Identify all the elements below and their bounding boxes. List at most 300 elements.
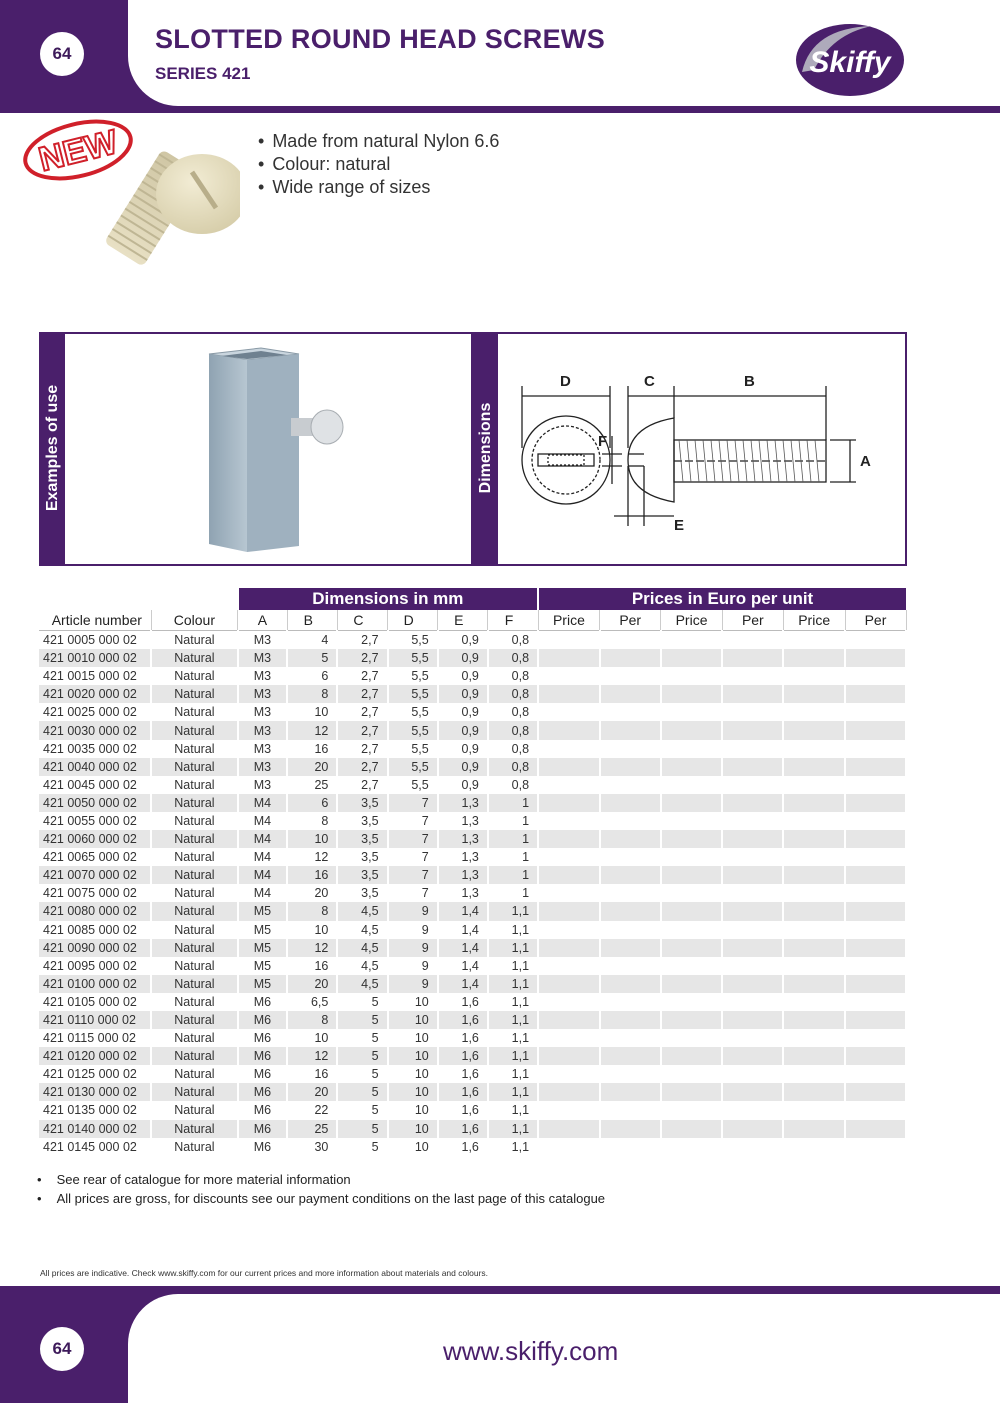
price-cell <box>661 721 723 739</box>
examples-panel <box>39 332 473 566</box>
dimension-cell: 20 <box>287 758 337 776</box>
dimension-cell: 9 <box>388 921 438 939</box>
price-cell <box>783 975 845 993</box>
price-cell <box>845 758 906 776</box>
dimension-cell: 1 <box>488 848 538 866</box>
price-cell <box>661 1101 723 1119</box>
article-number-cell: 421 0060 000 02 <box>39 830 151 848</box>
colour-cell: Natural <box>151 902 237 920</box>
dimension-cell: 3,5 <box>337 830 387 848</box>
dimension-cell: M3 <box>238 776 288 794</box>
dimension-cell: 0,9 <box>438 776 488 794</box>
notes-list <box>37 1170 605 1208</box>
dimension-cell: 0,9 <box>438 703 488 721</box>
price-cell <box>538 866 600 884</box>
colour-cell: Natural <box>151 921 237 939</box>
article-number-cell: 421 0040 000 02 <box>39 758 151 776</box>
price-cell <box>783 1047 845 1065</box>
price-cell <box>538 649 600 667</box>
dimension-cell: M6 <box>238 1138 288 1156</box>
dimension-cell: 5 <box>337 1011 387 1029</box>
article-number-cell: 421 0130 000 02 <box>39 1083 151 1101</box>
dimension-cell: 1,1 <box>488 939 538 957</box>
price-cell <box>661 921 723 939</box>
dimension-cell: 5 <box>287 649 337 667</box>
dimension-cell: 1,3 <box>438 866 488 884</box>
dimension-cell: 2,7 <box>337 703 387 721</box>
price-cell <box>783 993 845 1011</box>
price-cell <box>600 866 661 884</box>
price-cell <box>845 1120 906 1138</box>
price-cell <box>783 794 845 812</box>
dimension-cell: M5 <box>238 957 288 975</box>
dimension-cell: 4,5 <box>337 939 387 957</box>
price-cell <box>661 884 723 902</box>
price-cell <box>600 631 661 650</box>
dimension-cell: M6 <box>238 1083 288 1101</box>
dimension-cell: 1,1 <box>488 1011 538 1029</box>
dim-label-f: F <box>598 433 608 450</box>
colour-cell: Natural <box>151 830 237 848</box>
dimension-cell: M5 <box>238 939 288 957</box>
price-cell <box>845 957 906 975</box>
table-row <box>39 812 906 830</box>
dimension-cell: M5 <box>238 902 288 920</box>
article-number-cell: 421 0110 000 02 <box>39 1011 151 1029</box>
dimension-cell: M6 <box>238 1101 288 1119</box>
dimension-cell: 1 <box>488 830 538 848</box>
dimension-cell: 9 <box>388 957 438 975</box>
price-cell <box>661 812 723 830</box>
dimension-cell: 0,8 <box>488 667 538 685</box>
price-cell <box>845 703 906 721</box>
table-row <box>39 921 906 939</box>
dimension-cell: M6 <box>238 993 288 1011</box>
article-number-cell: 421 0105 000 02 <box>39 993 151 1011</box>
dimension-cell: 1,6 <box>438 1029 488 1047</box>
price-cell <box>661 1065 723 1083</box>
price-cell <box>661 993 723 1011</box>
table-row <box>39 1029 906 1047</box>
article-number-cell: 421 0065 000 02 <box>39 848 151 866</box>
price-cell <box>661 939 723 957</box>
table-row <box>39 685 906 703</box>
article-number-cell: 421 0095 000 02 <box>39 957 151 975</box>
table-row <box>39 866 906 884</box>
price-cell <box>783 649 845 667</box>
colour-cell: Natural <box>151 685 237 703</box>
dimension-cell: M6 <box>238 1011 288 1029</box>
price-cell <box>845 685 906 703</box>
dimension-cell: 5 <box>337 1047 387 1065</box>
article-number-cell: 421 0055 000 02 <box>39 812 151 830</box>
article-number-cell: 421 0030 000 02 <box>39 721 151 739</box>
price-cell <box>600 740 661 758</box>
article-number-cell: 421 0025 000 02 <box>39 703 151 721</box>
dimension-cell: 10 <box>388 1065 438 1083</box>
dim-label-b: B <box>744 373 755 390</box>
table-row <box>39 1065 906 1083</box>
price-cell <box>845 1083 906 1101</box>
dimension-cell: 2,7 <box>337 667 387 685</box>
price-cell <box>661 667 723 685</box>
price-cell <box>722 685 783 703</box>
price-cell <box>600 921 661 939</box>
price-cell <box>538 1011 600 1029</box>
column-header: Colour <box>151 610 237 631</box>
price-cell <box>722 1101 783 1119</box>
dimension-cell: 7 <box>388 812 438 830</box>
colour-cell: Natural <box>151 1120 237 1138</box>
dimension-cell: 1,1 <box>488 993 538 1011</box>
feature-list <box>258 130 499 199</box>
price-cell <box>661 957 723 975</box>
dimension-cell: 1,4 <box>438 902 488 920</box>
table-row <box>39 776 906 794</box>
dimension-cell: 3,5 <box>337 866 387 884</box>
dimension-cell: 3,5 <box>337 812 387 830</box>
price-cell <box>600 649 661 667</box>
price-cell <box>661 631 723 650</box>
article-number-cell: 421 0070 000 02 <box>39 866 151 884</box>
table-row <box>39 830 906 848</box>
price-cell <box>661 1011 723 1029</box>
dimension-cell: 8 <box>287 685 337 703</box>
price-cell <box>538 1029 600 1047</box>
colour-cell: Natural <box>151 776 237 794</box>
dimension-cell: 2,7 <box>337 649 387 667</box>
price-cell <box>722 830 783 848</box>
price-cell <box>661 830 723 848</box>
dimension-cell: 0,9 <box>438 721 488 739</box>
colour-cell: Natural <box>151 703 237 721</box>
price-cell <box>661 848 723 866</box>
dimension-cell: M4 <box>238 866 288 884</box>
price-cell <box>783 1101 845 1119</box>
dimension-cell: 8 <box>287 812 337 830</box>
dimension-cell: 7 <box>388 884 438 902</box>
colour-cell: Natural <box>151 1065 237 1083</box>
dimension-cell: 2,7 <box>337 685 387 703</box>
examples-label: Examples of use <box>44 384 61 512</box>
price-cell <box>722 812 783 830</box>
price-cell <box>538 902 600 920</box>
price-cell <box>783 1120 845 1138</box>
dimension-cell: 6 <box>287 667 337 685</box>
price-cell <box>845 776 906 794</box>
footer-page-number: 64 <box>40 1327 84 1371</box>
price-cell <box>661 794 723 812</box>
dimension-cell: 1 <box>488 794 538 812</box>
dimension-cell: 5 <box>337 1138 387 1156</box>
dimension-cell: 1 <box>488 812 538 830</box>
table-row <box>39 667 906 685</box>
dimension-cell: M3 <box>238 685 288 703</box>
dimension-cell: 5 <box>337 993 387 1011</box>
dimension-cell: 1,1 <box>488 1101 538 1119</box>
dimension-cell: M4 <box>238 794 288 812</box>
table-row <box>39 902 906 920</box>
price-cell <box>722 848 783 866</box>
price-cell <box>538 794 600 812</box>
dimension-cell: 3,5 <box>337 884 387 902</box>
column-header: Per <box>845 610 906 631</box>
price-cell <box>845 1138 906 1156</box>
column-header: B <box>287 610 337 631</box>
table-row <box>39 740 906 758</box>
dimension-cell: 10 <box>388 1011 438 1029</box>
series-subtitle: SERIES 421 <box>155 64 251 83</box>
price-cell <box>845 1011 906 1029</box>
column-header: Price <box>661 610 723 631</box>
dimension-cell: M4 <box>238 830 288 848</box>
dimension-cell: M4 <box>238 884 288 902</box>
dimension-cell: 10 <box>287 921 337 939</box>
dimension-cell: 2,7 <box>337 631 387 650</box>
price-cell <box>845 902 906 920</box>
price-cell <box>722 921 783 939</box>
dimension-cell: 9 <box>388 902 438 920</box>
dimension-cell: 10 <box>388 1138 438 1156</box>
price-cell <box>783 939 845 957</box>
dimension-cell: 4,5 <box>337 902 387 920</box>
dimension-cell: 7 <box>388 848 438 866</box>
dimension-cell: 20 <box>287 1083 337 1101</box>
price-cell <box>538 1065 600 1083</box>
article-number-cell: 421 0015 000 02 <box>39 667 151 685</box>
table-row <box>39 1083 906 1101</box>
price-cell <box>538 721 600 739</box>
colour-cell: Natural <box>151 1011 237 1029</box>
dimension-cell: 4,5 <box>337 921 387 939</box>
dimension-cell: 10 <box>388 1120 438 1138</box>
feature-item: • Made from natural Nylon 6.6 <box>258 130 499 153</box>
price-cell <box>600 939 661 957</box>
dimension-cell: 5 <box>337 1120 387 1138</box>
price-cell <box>845 1065 906 1083</box>
column-header: Article number <box>39 610 151 631</box>
price-cell <box>783 866 845 884</box>
price-cell <box>845 884 906 902</box>
price-cell <box>538 776 600 794</box>
dim-label-c: C <box>644 373 655 390</box>
dimension-cell: 2,7 <box>337 740 387 758</box>
price-cell <box>600 667 661 685</box>
price-cell <box>600 1138 661 1156</box>
table-row <box>39 703 906 721</box>
price-cell <box>538 993 600 1011</box>
dimension-cell: 0,8 <box>488 649 538 667</box>
table-row <box>39 1101 906 1119</box>
price-cell <box>845 649 906 667</box>
website-link[interactable]: www.skiffy.com <box>443 1336 619 1366</box>
dimension-cell: 1,4 <box>438 957 488 975</box>
dimension-cell: 25 <box>287 776 337 794</box>
price-cell <box>722 902 783 920</box>
price-cell <box>661 685 723 703</box>
dimension-cell: 0,9 <box>438 631 488 650</box>
dim-label-d: D <box>560 373 571 390</box>
dimension-cell: 16 <box>287 866 337 884</box>
price-cell <box>845 1101 906 1119</box>
price-cell <box>600 1047 661 1065</box>
price-cell <box>661 1083 723 1101</box>
dimension-cell: 10 <box>388 993 438 1011</box>
dimension-cell: 8 <box>287 902 337 920</box>
dim-label-e: E <box>674 517 685 534</box>
dimension-cell: 5,5 <box>388 703 438 721</box>
price-cell <box>783 703 845 721</box>
dimension-cell: 6 <box>287 794 337 812</box>
dimension-cell: 5,5 <box>388 776 438 794</box>
dimension-cell: 16 <box>287 740 337 758</box>
dimension-cell: 1,3 <box>438 830 488 848</box>
price-cell <box>845 830 906 848</box>
dimension-cell: 1,6 <box>438 1065 488 1083</box>
price-cell <box>600 993 661 1011</box>
example-illustration <box>191 340 391 560</box>
price-cell <box>600 884 661 902</box>
disclaimer: All prices are indicative. Check www.skiffy.com for our current prices and more information about materials and colours. <box>40 1268 489 1278</box>
colour-cell: Natural <box>151 794 237 812</box>
article-number-cell: 421 0085 000 02 <box>39 921 151 939</box>
price-cell <box>845 812 906 830</box>
dimension-cell: 9 <box>388 975 438 993</box>
product-photo <box>20 112 240 322</box>
dimension-cell: 12 <box>287 721 337 739</box>
price-cell <box>783 1065 845 1083</box>
colour-cell: Natural <box>151 1029 237 1047</box>
dimension-cell: 20 <box>287 884 337 902</box>
price-cell <box>661 758 723 776</box>
price-cell <box>538 631 600 650</box>
article-number-cell: 421 0075 000 02 <box>39 884 151 902</box>
colour-cell: Natural <box>151 848 237 866</box>
dimension-cell: 4,5 <box>337 957 387 975</box>
price-cell <box>722 740 783 758</box>
dimension-drawing <box>504 356 884 546</box>
price-cell <box>722 721 783 739</box>
dimension-cell: 5,5 <box>388 649 438 667</box>
skiffy-logo <box>792 20 910 100</box>
column-header: Per <box>600 610 661 631</box>
colour-cell: Natural <box>151 649 237 667</box>
table-row <box>39 721 906 739</box>
article-number-cell: 421 0115 000 02 <box>39 1029 151 1047</box>
column-header: D <box>388 610 438 631</box>
table-row <box>39 1011 906 1029</box>
article-rows <box>39 631 906 1156</box>
article-number-cell: 421 0135 000 02 <box>39 1101 151 1119</box>
dimension-cell: 0,8 <box>488 758 538 776</box>
price-cell <box>661 902 723 920</box>
article-number-cell: 421 0140 000 02 <box>39 1120 151 1138</box>
dimension-cell: 25 <box>287 1120 337 1138</box>
price-cell <box>722 1065 783 1083</box>
price-cell <box>538 975 600 993</box>
price-cell <box>722 667 783 685</box>
price-cell <box>845 939 906 957</box>
price-cell <box>538 1101 600 1119</box>
price-cell <box>845 975 906 993</box>
dimension-cell: 10 <box>388 1083 438 1101</box>
price-cell <box>845 721 906 739</box>
dimension-cell: 0,9 <box>438 667 488 685</box>
dimension-cell: 1 <box>488 866 538 884</box>
colour-cell: Natural <box>151 667 237 685</box>
dimension-cell: 0,8 <box>488 721 538 739</box>
dimensions-panel <box>472 332 907 566</box>
column-header: C <box>337 610 387 631</box>
dimension-cell: 16 <box>287 1065 337 1083</box>
dimension-cell: M3 <box>238 667 288 685</box>
dimension-cell: M6 <box>238 1120 288 1138</box>
price-cell <box>600 975 661 993</box>
price-cell <box>783 848 845 866</box>
column-header: E <box>438 610 488 631</box>
price-cell <box>783 1138 845 1156</box>
price-cell <box>600 830 661 848</box>
dimension-cell: 1,4 <box>438 921 488 939</box>
dimension-cell: 6,5 <box>287 993 337 1011</box>
dimension-cell: 1,1 <box>488 1047 538 1065</box>
price-cell <box>600 685 661 703</box>
price-cell <box>661 975 723 993</box>
price-cell <box>538 1138 600 1156</box>
colour-cell: Natural <box>151 884 237 902</box>
price-cell <box>600 758 661 776</box>
colour-cell: Natural <box>151 721 237 739</box>
dimension-cell: 0,9 <box>438 758 488 776</box>
dimension-cell: 22 <box>287 1101 337 1119</box>
price-cell <box>538 848 600 866</box>
price-cell <box>845 993 906 1011</box>
price-cell <box>722 776 783 794</box>
price-cell <box>783 776 845 794</box>
price-cell <box>538 884 600 902</box>
price-cell <box>661 1138 723 1156</box>
price-cell <box>722 939 783 957</box>
dimensions-side-bar <box>474 334 498 564</box>
dimension-cell: 12 <box>287 939 337 957</box>
article-number-cell: 421 0080 000 02 <box>39 902 151 920</box>
dimension-cell: 2,7 <box>337 758 387 776</box>
dimensions-label: Dimensions <box>477 402 494 494</box>
price-cell <box>722 649 783 667</box>
price-cell <box>600 794 661 812</box>
colour-cell: Natural <box>151 993 237 1011</box>
column-header: F <box>488 610 538 631</box>
prices-group-header: Prices in Euro per unit <box>538 588 906 610</box>
dimension-cell: 3,5 <box>337 848 387 866</box>
dimension-cell: 1,6 <box>438 1047 488 1065</box>
dimension-cell: 8 <box>287 1011 337 1029</box>
table-row <box>39 1047 906 1065</box>
page-title: SLOTTED ROUND HEAD SCREWS <box>155 24 606 54</box>
price-cell <box>600 721 661 739</box>
dimension-cell: 5 <box>337 1065 387 1083</box>
article-number-cell: 421 0145 000 02 <box>39 1138 151 1156</box>
dimension-cell: M6 <box>238 1065 288 1083</box>
dimension-cell: M3 <box>238 740 288 758</box>
feature-item: • Colour: natural <box>258 153 499 176</box>
table-row <box>39 939 906 957</box>
dimension-cell: 0,8 <box>488 740 538 758</box>
price-cell <box>783 685 845 703</box>
price-cell <box>783 957 845 975</box>
table-row <box>39 1138 906 1156</box>
dimension-cell: 5,5 <box>388 721 438 739</box>
